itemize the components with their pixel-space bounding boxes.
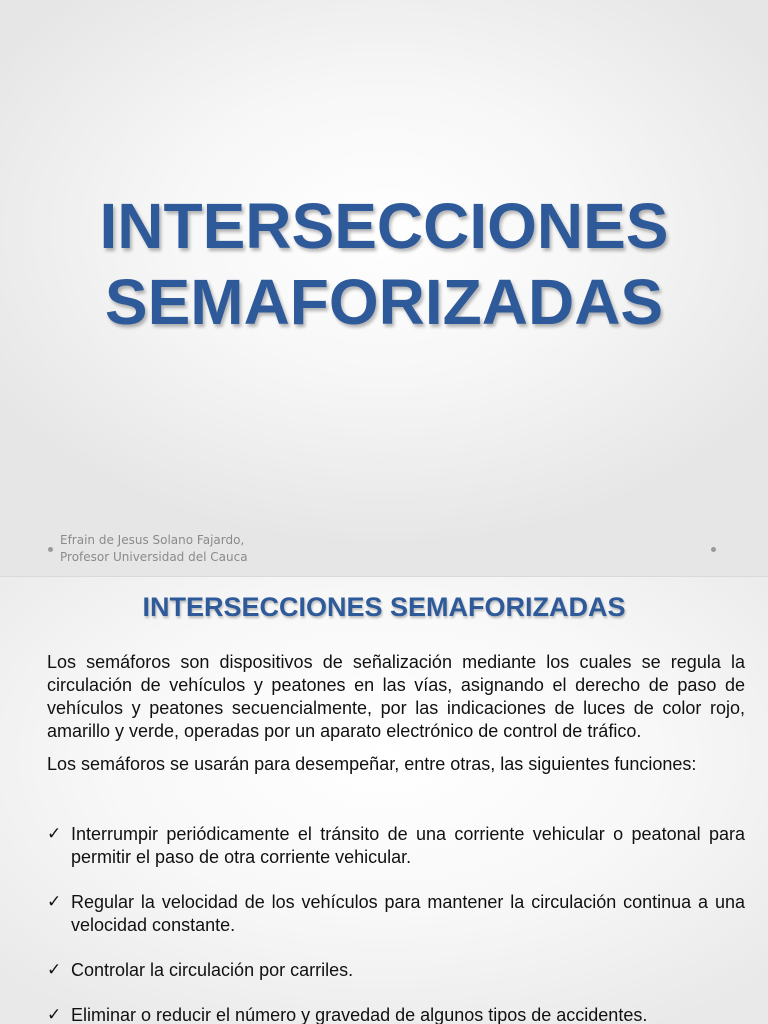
list-item-text: Eliminar o reducir el número y gravedad de algunos tipos de accidentes.	[71, 1005, 648, 1024]
checkmark-icon: ✓	[47, 824, 62, 844]
bullet-dot-icon	[711, 547, 716, 552]
list-item	[47, 823, 745, 869]
checkmark-icon: ✓	[47, 892, 62, 912]
slide-title	[0, 188, 768, 340]
list-item-text: Controlar la circulación por carriles.	[71, 960, 354, 980]
bullet-dot-icon	[48, 547, 53, 552]
author-name: Efrain de Jesus Solano Fajardo,	[60, 533, 245, 547]
checkmark-icon: ✓	[47, 1005, 62, 1024]
functions-intro-paragraph: Los semáforos se usarán para desempeñar, entre otras, las siguientes funciones:	[47, 754, 697, 774]
author-credit	[60, 532, 248, 566]
checkmark-icon: ✓	[47, 960, 62, 980]
intro-paragraph: Los semáforos son dispositivos de señalización mediante los cuales se regula la circulación de vehículos y peatones en las vías, asignando el derecho de paso de vehículos y peatones secuencialmente, por las indicaciones de luces de color rojo, amarillo y verde, operadas por un aparato electrónico de control de tráfico.	[47, 652, 745, 741]
list-item	[47, 891, 745, 937]
list-item	[47, 959, 745, 982]
list-item-text: Regular la velocidad de los vehículos para mantener la circulación continua a una velocidad constante.	[71, 892, 745, 935]
list-item	[47, 1004, 745, 1024]
author-affiliation: Profesor Universidad del Cauca	[60, 550, 248, 564]
content-slide-title: INTERSECCIONES SEMAFORIZADAS	[142, 592, 626, 622]
slide-title-line-1: INTERSECCIONES	[99, 190, 669, 262]
functions-list	[47, 823, 745, 1024]
content-slide	[0, 577, 768, 1024]
list-item-text: Interrumpir periódicamente el tránsito de una corriente vehicular o peatonal para permitir el paso de otra corriente vehicular.	[71, 824, 745, 867]
slide-title-line-2: SEMAFORIZADAS	[104, 266, 664, 338]
